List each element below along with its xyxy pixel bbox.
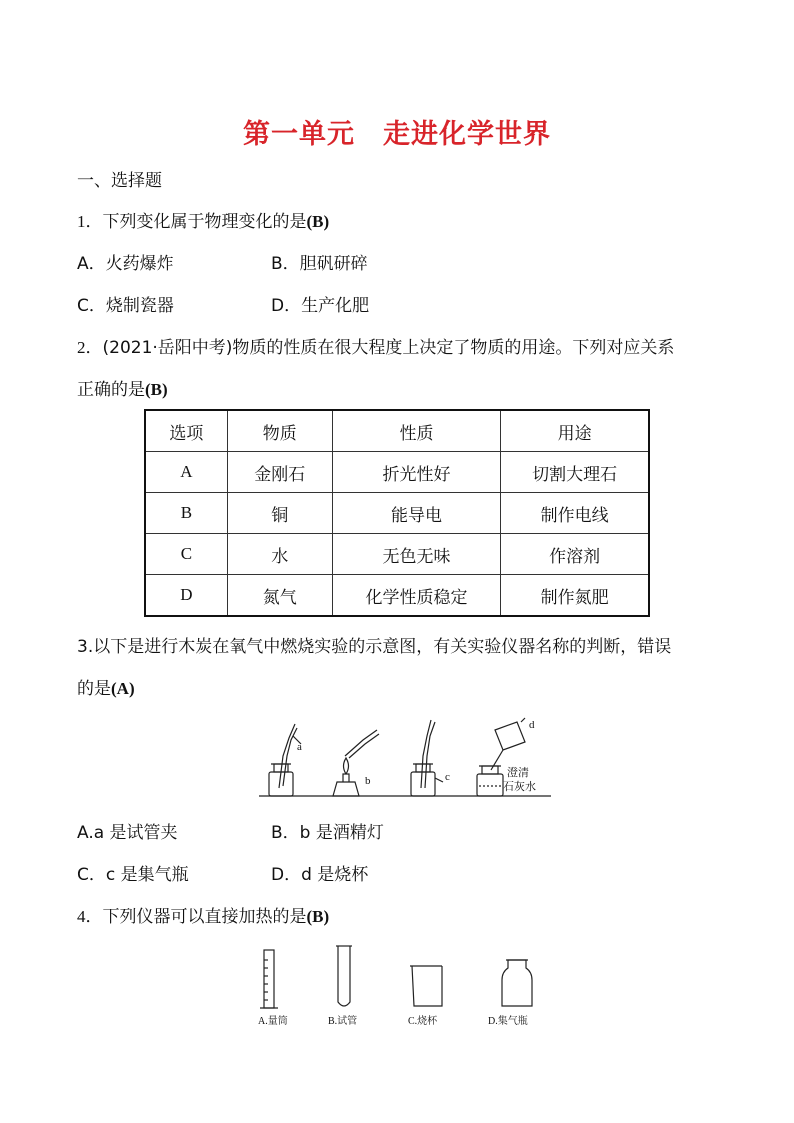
graduated-cylinder-icon <box>260 950 278 1008</box>
question-text: ．(2021·岳阳中考)物质的性质在很大程度上决定了物质的用途。下列对应关系 <box>85 338 675 358</box>
label-d: d <box>529 719 535 731</box>
tongs-icon <box>421 720 435 788</box>
table-row <box>145 452 649 493</box>
table-cell: D <box>145 575 227 617</box>
section-heading: 一、选择题 <box>77 171 162 191</box>
question-4 <box>77 906 329 928</box>
beaker-icon <box>410 966 442 1006</box>
table-row <box>145 534 649 575</box>
table-cell: C <box>145 534 227 575</box>
label-liquid-2: 石灰水 <box>503 781 536 793</box>
table-cell: 作溶剂 <box>501 534 649 575</box>
answer: (A) <box>111 679 135 698</box>
table-cell: A <box>145 452 227 493</box>
answer: (B) <box>306 212 330 231</box>
table-cell: 折光性好 <box>332 452 501 493</box>
table-cell: 制作氮肥 <box>501 575 649 617</box>
options-table <box>144 409 650 617</box>
table-cell: 无色无味 <box>332 534 501 575</box>
label-c: c <box>445 771 450 783</box>
table-header-row <box>145 410 649 452</box>
question-number: 2 <box>77 338 86 357</box>
option-d: D．生产化肥 <box>271 296 370 316</box>
label-gas-bottle: D.集气瓶 <box>488 1016 528 1027</box>
option-a: A.a 是试管夹 <box>77 823 178 843</box>
table-cell: 化学性质稳定 <box>332 575 501 617</box>
table-cell: 水 <box>227 534 332 575</box>
question-text: ．下列仪器可以直接加热的是 <box>85 907 307 927</box>
option-c: C．烧制瓷器 <box>77 296 174 316</box>
gas-bottle-icon <box>477 766 503 796</box>
question-2 <box>77 337 674 359</box>
option-b: B．b 是酒精灯 <box>271 823 384 843</box>
gas-bottle-icon <box>411 764 443 796</box>
table-cell: 能导电 <box>332 493 501 534</box>
table-cell: 金刚石 <box>227 452 332 493</box>
table-header: 物质 <box>227 410 332 452</box>
label-b: b <box>365 775 371 787</box>
page-title: 第一单元 走进化学世界 <box>243 119 551 150</box>
question-2-line-2 <box>77 379 168 401</box>
question-text: ．下列变化属于物理变化的是 <box>85 212 307 232</box>
table-header: 选项 <box>145 410 227 452</box>
label-test-tube: B.试管 <box>328 1016 358 1027</box>
label-graduated-cylinder: A.量筒 <box>258 1016 288 1027</box>
test-tube-icon <box>336 946 352 1006</box>
alcohol-lamp-icon <box>333 758 359 796</box>
label-beaker: C.烧杯 <box>408 1016 438 1027</box>
experiment-figure <box>255 716 555 802</box>
question-text: 正确的是 <box>77 380 145 400</box>
question-3: 3.以下是进行木炭在氧气中燃烧实验的示意图，有关实验仪器名称的判断，错误 <box>77 637 672 657</box>
table-cell: 氮气 <box>227 575 332 617</box>
question-3-line-2 <box>77 678 135 700</box>
answer: (B) <box>306 907 330 926</box>
table-header: 性质 <box>332 410 501 452</box>
table-cell: 制作电线 <box>501 493 649 534</box>
pour-stream <box>491 750 503 770</box>
apparatus-figure <box>250 940 550 1030</box>
gas-bottle-icon <box>502 960 532 1006</box>
tongs-icon <box>345 730 379 758</box>
table-header: 用途 <box>501 410 649 452</box>
option-d: D．d 是烧杯 <box>271 865 369 885</box>
table-row <box>145 493 649 534</box>
question-number: 4 <box>77 907 86 926</box>
beaker-icon <box>495 718 525 750</box>
tongs-icon <box>279 724 301 788</box>
table-row <box>145 575 649 617</box>
answer: (B) <box>145 380 168 399</box>
question-number: 1 <box>77 212 86 231</box>
label-a: a <box>297 741 302 753</box>
table-cell: 切割大理石 <box>501 452 649 493</box>
table-cell: B <box>145 493 227 534</box>
table-cell: 铜 <box>227 493 332 534</box>
option-c: C．c 是集气瓶 <box>77 865 189 885</box>
option-b: B．胆矾研碎 <box>271 254 368 274</box>
option-a: A．火药爆炸 <box>77 254 174 274</box>
question-1 <box>77 211 329 233</box>
label-liquid-1: 澄清 <box>507 767 529 779</box>
question-text: 的是 <box>77 679 111 699</box>
